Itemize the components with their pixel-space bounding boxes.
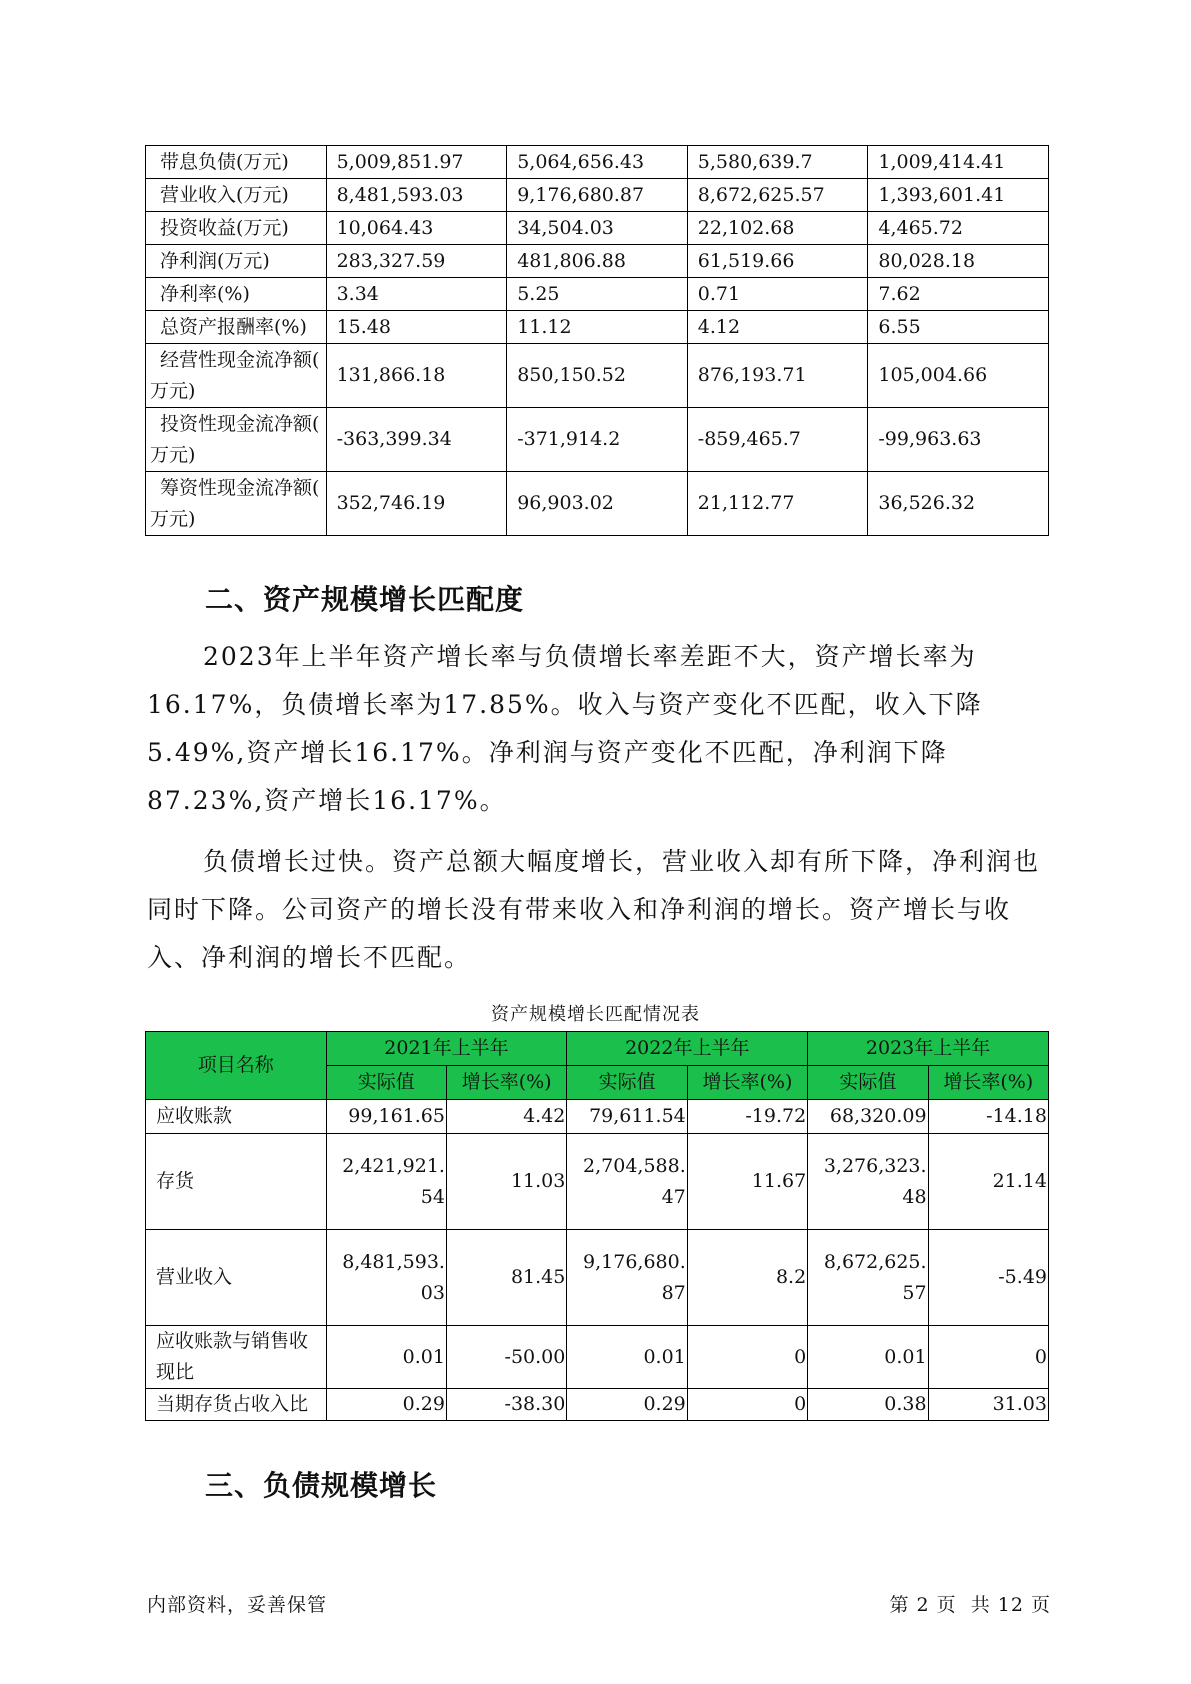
cell-value: 21.14 — [928, 1134, 1048, 1230]
table-caption: 资产规模增长匹配情况表 — [491, 1004, 700, 1025]
cell-value: 5,009,851.97 — [326, 146, 507, 179]
row-label: 应收账款 — [146, 1100, 327, 1134]
row-label — [146, 344, 327, 408]
cell-value: -5.49 — [928, 1230, 1048, 1326]
cell-value: 61,519.66 — [687, 245, 868, 278]
body-paragraph — [147, 633, 1052, 825]
cell-value: 0.71 — [687, 278, 868, 311]
row-label — [146, 408, 327, 472]
row-label: 营业收入 — [146, 1230, 327, 1326]
cell-value: 3.34 — [326, 278, 507, 311]
cell-value: -19.72 — [687, 1100, 807, 1134]
column-header: 项目名称 — [146, 1032, 327, 1100]
cell-value: 1,009,414.41 — [868, 146, 1049, 179]
cell-value: 5,064,656.43 — [507, 146, 688, 179]
row-label: 净利润(万元) — [146, 245, 327, 278]
cell-value: 2,704,588.47 — [567, 1134, 687, 1230]
cell-value: 1,393,601.41 — [868, 179, 1049, 212]
column-header: 实际值 — [326, 1066, 446, 1100]
table-row — [146, 472, 1049, 536]
cell-value: 5,580,639.7 — [687, 146, 868, 179]
table-row — [146, 1326, 1049, 1389]
cell-value: 31.03 — [928, 1389, 1048, 1421]
cell-value: 9,176,680.87 — [567, 1230, 687, 1326]
section-heading: 三、负债规模增长 — [205, 1469, 438, 1502]
cell-value: 8,672,625.57 — [808, 1230, 928, 1326]
cell-value: 131,866.18 — [326, 344, 507, 408]
cell-value: 876,193.71 — [687, 344, 868, 408]
cell-value: 7.62 — [868, 278, 1049, 311]
row-label: 净利率(%) — [146, 278, 327, 311]
paragraph-text: 负债增长过快。资产总额大幅度增长，营业收入却有所下降，净利润也同时下降。公司资产的增长没有带来收入和净利润的增长。资产增长与收入、净利润的增长不匹配。 — [147, 847, 1041, 972]
cell-value: 96,903.02 — [507, 472, 688, 536]
row-label: 存货 — [146, 1134, 327, 1230]
table-row — [146, 1100, 1049, 1134]
cell-value: 8.2 — [687, 1230, 807, 1326]
section-heading: 二、资产规模增长匹配度 — [205, 583, 525, 616]
row-label-line: 万元) — [150, 379, 196, 402]
footer-confidential-note: 内部资料，妥善保管 — [147, 1594, 328, 1616]
column-header: 实际值 — [567, 1066, 687, 1100]
cell-value: 0.29 — [567, 1389, 687, 1421]
cell-value: 0.01 — [808, 1326, 928, 1389]
body-paragraph — [147, 838, 1052, 982]
cell-value: 8,672,625.57 — [687, 179, 868, 212]
cell-value: 105,004.66 — [868, 344, 1049, 408]
cell-value: 11.03 — [446, 1134, 566, 1230]
row-label — [146, 472, 327, 536]
cell-value: 4,465.72 — [868, 212, 1049, 245]
cell-value: 0 — [687, 1389, 807, 1421]
cell-value: 850,150.52 — [507, 344, 688, 408]
table-row — [146, 146, 1049, 179]
row-label: 当期存货占收入比 — [146, 1389, 327, 1421]
cell-value: 10,064.43 — [326, 212, 507, 245]
table-row — [146, 179, 1049, 212]
row-label-line: 经营性现金流净额( — [160, 348, 320, 371]
cell-value: 2,421,921.54 — [326, 1134, 446, 1230]
cell-value: 8,481,593.03 — [326, 179, 507, 212]
cell-value: 4.42 — [446, 1100, 566, 1134]
cell-value: 0.38 — [808, 1389, 928, 1421]
table-header-row — [146, 1032, 1049, 1066]
table-row — [146, 1230, 1049, 1326]
cell-value: 15.48 — [326, 311, 507, 344]
table-row — [146, 1134, 1049, 1230]
column-header: 2022年上半年 — [567, 1032, 808, 1066]
column-header: 增长率(%) — [928, 1066, 1048, 1100]
cell-value: -859,465.7 — [687, 408, 868, 472]
table-row — [146, 311, 1049, 344]
cell-value: 80,028.18 — [868, 245, 1049, 278]
row-label: 投资收益(万元) — [146, 212, 327, 245]
cell-value: 0 — [928, 1326, 1048, 1389]
cell-value: 0.01 — [326, 1326, 446, 1389]
row-label: 总资产报酬率(%) — [146, 311, 327, 344]
paragraph-text: 2023年上半年资产增长率与负债增长率差距不大，资产增长率为16.17%，负债增长率为17.85%。收入与资产变化不匹配，收入下降5.49%,资产增长16.17%。净利润与资产变化不匹配，净利润下降87.23%,资产增长16.17%。 — [147, 642, 983, 815]
row-label: 应收账款与销售收现比 — [146, 1326, 327, 1389]
cell-value: 11.67 — [687, 1134, 807, 1230]
column-header: 增长率(%) — [687, 1066, 807, 1100]
cell-value: -371,914.2 — [507, 408, 688, 472]
financial-indicators-table — [145, 145, 1049, 536]
cell-value: 283,327.59 — [326, 245, 507, 278]
row-label-line: 筹资性现金流净额( — [160, 476, 320, 499]
cell-value: -38.30 — [446, 1389, 566, 1421]
cell-value: 8,481,593.03 — [326, 1230, 446, 1326]
cell-value: 0 — [687, 1326, 807, 1389]
cell-value: 9,176,680.87 — [507, 179, 688, 212]
table-row — [146, 245, 1049, 278]
asset-growth-match-table — [145, 1031, 1049, 1421]
cell-value: 481,806.88 — [507, 245, 688, 278]
cell-value: 22,102.68 — [687, 212, 868, 245]
cell-value: -363,399.34 — [326, 408, 507, 472]
cell-value: 0.29 — [326, 1389, 446, 1421]
table-row — [146, 1389, 1049, 1421]
cell-value: -14.18 — [928, 1100, 1048, 1134]
cell-value: -99,963.63 — [868, 408, 1049, 472]
cell-value: 5.25 — [507, 278, 688, 311]
page-number: 第 2 页 共 12 页 — [889, 1594, 1051, 1616]
cell-value: 36,526.32 — [868, 472, 1049, 536]
cell-value: 11.12 — [507, 311, 688, 344]
row-label-line: 投资性现金流净额( — [160, 412, 320, 435]
table-row — [146, 344, 1049, 408]
row-label-line: 万元) — [150, 507, 196, 530]
cell-value: 4.12 — [687, 311, 868, 344]
cell-value: 34,504.03 — [507, 212, 688, 245]
cell-value: 99,161.65 — [326, 1100, 446, 1134]
table-row — [146, 408, 1049, 472]
cell-value: 21,112.77 — [687, 472, 868, 536]
cell-value: 352,746.19 — [326, 472, 507, 536]
row-label-line: 万元) — [150, 443, 196, 466]
cell-value: 68,320.09 — [808, 1100, 928, 1134]
cell-value: 6.55 — [868, 311, 1049, 344]
table-row — [146, 278, 1049, 311]
cell-value: -50.00 — [446, 1326, 566, 1389]
column-header: 2023年上半年 — [808, 1032, 1049, 1066]
table-row — [146, 212, 1049, 245]
cell-value: 0.01 — [567, 1326, 687, 1389]
cell-value: 81.45 — [446, 1230, 566, 1326]
cell-value: 3,276,323.48 — [808, 1134, 928, 1230]
column-header: 增长率(%) — [446, 1066, 566, 1100]
row-label: 营业收入(万元) — [146, 179, 327, 212]
column-header: 实际值 — [808, 1066, 928, 1100]
cell-value: 79,611.54 — [567, 1100, 687, 1134]
column-header: 2021年上半年 — [326, 1032, 567, 1066]
row-label: 带息负债(万元) — [146, 146, 327, 179]
